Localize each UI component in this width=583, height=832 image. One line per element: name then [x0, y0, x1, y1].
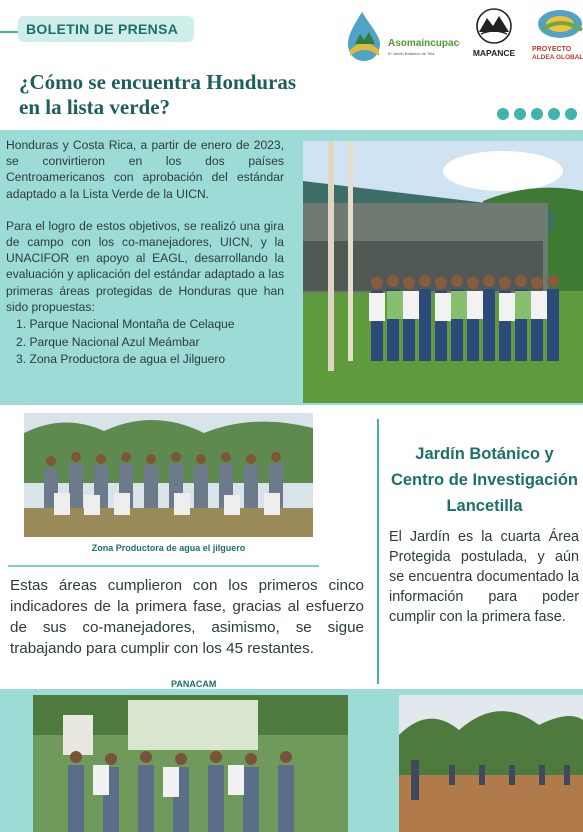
group-photo-caption: Zona Productora de agua el jilguero: [91, 543, 246, 553]
mapance-logo-text: MAPANCE: [472, 48, 516, 58]
intro-paragraph-2: Para el logro de estos objetivos, se realizó una gira de campo con los co-manejadores, UICN, y la UNACIFOR en apoyo al EAGL, desarrollando la evaluación y aplicación del estándar adaptado a las primeras áreas protegidas de Honduras que han sido propuestas:: [6, 218, 284, 314]
group-building-photo: [303, 141, 583, 403]
lancetilla-heading: [386, 441, 583, 519]
lancetilla-heading-line1: Jardín Botánico y: [415, 445, 554, 463]
dot-icon: [531, 108, 543, 120]
caption-divider: [8, 565, 319, 567]
jilguero-group-photo: [24, 413, 313, 537]
aldea-global-logo-sub: ALDEA GLOBAL: [532, 54, 583, 61]
lancetilla-heading-line3: Lancetilla: [446, 497, 523, 515]
aldea-global-logo-text: PROYECTO: [532, 46, 572, 53]
panacam-group-photo: [33, 695, 348, 832]
press-release-badge: BOLETIN DE PRENSA: [18, 16, 194, 42]
page-title: [19, 70, 349, 120]
asomaincupaco-tagline: El Jardín Botánico de Tela: [388, 51, 435, 56]
intro-paragraph-1: Honduras y Costa Rica, a partir de enero de 2023, se convirtieron en los dos países Centroamericanos con aprobación del estándar adaptado a la Lista Verde de la UICN.: [6, 138, 284, 201]
progress-paragraph: Estas áreas cumplieron con los primeros cinco indicadores de la primera fase, gracias al esfuerzo de sus co-manejadores, asimismo, se sigue trabajando para cumplir con los 45 restantes.: [10, 577, 364, 657]
panacam-label: PANACAM: [171, 679, 217, 689]
aldea-global-logo: [530, 6, 583, 64]
list-item: 3. Zona Productora de agua el Jilguero: [16, 352, 226, 367]
page-title-line1: ¿Cómo se encuentra Honduras: [19, 70, 297, 94]
dot-icon: [497, 108, 509, 120]
field-site-photo: [399, 695, 583, 832]
asomaincupaco-logo-text: Asomaincupaco: [388, 38, 460, 49]
lancetilla-heading-line2: Centro de Investigación: [390, 471, 579, 489]
page-title-line2: en la lista verde?: [19, 95, 171, 119]
mapance-logo: [471, 6, 517, 58]
dot-icon: [514, 108, 526, 120]
list-item: 1. Parque Nacional Montaña de Celaque: [16, 317, 235, 332]
asomaincupaco-logo: [342, 6, 460, 64]
intro-text: [6, 137, 284, 369]
lancetilla-text: El Jardín es la cuarta Área Protegida postulada, y aún se encuentra documentado la información para poder cumplir con la primera fase.: [389, 529, 579, 625]
list-item: 2. Parque Nacional Azul Meámbar: [16, 334, 200, 349]
column-divider: [377, 419, 379, 684]
dot-icon: [565, 108, 577, 120]
dot-icon: [548, 108, 560, 120]
protected-areas-list: [16, 316, 284, 369]
decorative-dots: [497, 108, 577, 120]
